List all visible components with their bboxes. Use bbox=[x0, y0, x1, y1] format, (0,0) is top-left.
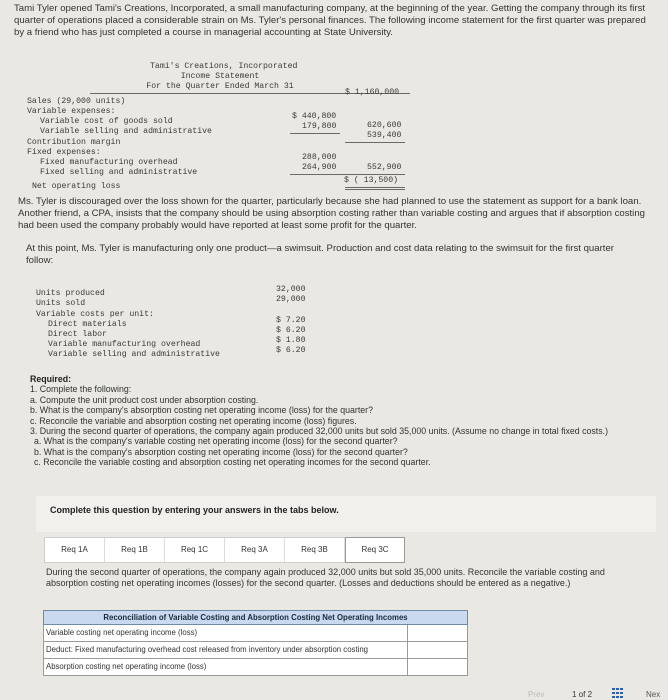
tab-req-1a[interactable]: Req 1A bbox=[45, 538, 105, 562]
fmo-label: Fixed manufacturing overhead bbox=[40, 158, 178, 167]
absorption-noi-input[interactable] bbox=[407, 659, 467, 675]
rule-cm bbox=[345, 142, 405, 143]
requirement-tabs bbox=[44, 537, 404, 563]
required-q3: 3. During the second quarter of operations, the company again produced 32,000 units but sold 35,000 units. (Assume no change in total fixed costs.) bbox=[30, 426, 609, 437]
vsa-label: Variable selling and administrative bbox=[40, 127, 212, 136]
tab-req-3c[interactable]: Req 3C bbox=[345, 537, 405, 563]
complete-instructions: Complete this question by entering your answers in the tabs below. bbox=[50, 505, 339, 515]
required-q1: 1. Complete the following: bbox=[30, 384, 132, 395]
vsa-value: 179,800 bbox=[302, 122, 337, 131]
vsa-unit-value: $ 6.20 bbox=[276, 346, 306, 355]
tab-content-instructions: During the second quarter of operations, the company again produced 32,000 units but sold 35,000 units. Reconcile the variable costing and absorption costing net operating incomes (losses) for the second quarter. (Losses and deductions should be entered as a negative.) bbox=[46, 567, 605, 588]
dm-label: Direct materials bbox=[48, 320, 127, 329]
dl-value: $ 6.20 bbox=[276, 326, 306, 335]
dl-label: Direct labor bbox=[48, 330, 107, 339]
prev-button[interactable]: Prev bbox=[528, 690, 545, 699]
required-q3c: c. Reconcile the variable costing and absorption costing net operating incomes for the second quarter. bbox=[34, 457, 431, 468]
required-q3a: a. What is the company's variable costing net operating income (loss) for the second quarter? bbox=[34, 436, 398, 447]
grid-icon[interactable] bbox=[612, 688, 623, 698]
product-intro-paragraph: At this point, Ms. Tyler is manufacturing only one product—a swimsuit. Production and cost data relating to the swimsuit for the first quarter follow: bbox=[26, 243, 614, 266]
variable-total: 620,600 bbox=[367, 121, 402, 130]
required-section bbox=[30, 374, 650, 468]
statement-title: Income Statement bbox=[180, 72, 260, 81]
tab-req-1c[interactable]: Req 1C bbox=[165, 538, 225, 562]
vmo-label: Variable manufacturing overhead bbox=[48, 340, 201, 349]
rule-var bbox=[290, 133, 340, 134]
table-row bbox=[43, 642, 468, 659]
noi-value: $ ( 13,500) bbox=[344, 176, 399, 185]
units-sold-value: 29,000 bbox=[276, 295, 306, 304]
statement-period: For the Quarter Ended March 31 bbox=[146, 82, 294, 91]
tab-req-1b[interactable]: Req 1B bbox=[105, 538, 165, 562]
row-label-absorption-noi: Absorption costing net operating income (loss) bbox=[46, 662, 207, 671]
units-produced-label: Units produced bbox=[36, 289, 105, 298]
variable-expenses-label: Variable expenses: bbox=[27, 107, 116, 116]
rule-noi-2 bbox=[345, 189, 405, 190]
vcogs-value: $ 440,800 bbox=[292, 112, 337, 121]
dm-value: $ 7.20 bbox=[276, 316, 306, 325]
deduct-fmo-input[interactable] bbox=[407, 642, 467, 658]
page-indicator: 1 of 2 bbox=[572, 690, 593, 699]
units-produced-value: 32,000 bbox=[276, 285, 306, 294]
noi-label: Net operating loss bbox=[32, 182, 121, 191]
sales-value: $ 1,160,000 bbox=[345, 88, 400, 97]
complete-instructions-box bbox=[36, 496, 656, 532]
fixed-total: 552,900 bbox=[367, 163, 402, 172]
rule-noi-1 bbox=[345, 187, 405, 188]
row-label-variable-noi: Variable costing net operating income (loss) bbox=[46, 628, 198, 637]
next-button[interactable]: Nex bbox=[646, 690, 661, 699]
rule-fixed bbox=[290, 174, 405, 175]
required-q3b: b. What is the company's absorption costing net operating income (loss) for the second quarter? bbox=[34, 446, 408, 457]
table-row bbox=[43, 659, 468, 676]
fixed-label: Fixed expenses: bbox=[27, 148, 101, 157]
sales-label: Sales (29,000 units) bbox=[27, 97, 126, 106]
cm-value: 539,400 bbox=[367, 131, 402, 140]
intro-paragraph: Tami Tyler opened Tami's Creations, Incorporated, a small manufacturing company, at the beginning of the year. Getting the company through its first quarter of operations placed a considerable strain on Ms. Tyler's personal finances. The following income statement for the first quarter was prepared by a friend who has just completed a course in managerial accounting at State University. bbox=[14, 3, 646, 38]
discouraged-paragraph: Ms. Tyler is discouraged over the loss shown for the quarter, particularly because she had planned to use the statement as support for a bank loan. Another friend, a CPA, insists that the company should be using absorption costing rather than variable costing and argues that if absorption costing had been used the company probably would have reported at least some profit for the quarter. bbox=[18, 196, 645, 231]
vmo-value: $ 1.80 bbox=[276, 336, 306, 345]
fmo-value: 288,000 bbox=[302, 153, 337, 162]
vsa-unit-label: Variable selling and administrative bbox=[48, 350, 220, 359]
tab-req-3b[interactable]: Req 3B bbox=[285, 538, 345, 562]
fsa-value: 264,900 bbox=[302, 163, 337, 172]
reconciliation-table bbox=[43, 610, 468, 676]
vcogs-label: Variable cost of goods sold bbox=[40, 117, 173, 126]
var-costs-label: Variable costs per unit: bbox=[36, 310, 154, 319]
cm-label: Contribution margin bbox=[27, 138, 121, 147]
required-q1a: a. Compute the unit product cost under absorption costing. bbox=[30, 394, 259, 405]
fsa-label: Fixed selling and administrative bbox=[40, 168, 198, 177]
variable-noi-input[interactable] bbox=[407, 625, 467, 641]
required-q1c: c. Reconcile the variable and absorption costing net operating income (loss) figures. bbox=[30, 415, 357, 426]
statement-company: Tami's Creations, Incorporated bbox=[150, 62, 298, 71]
reconciliation-title: Reconciliation of Variable Costing and Absorption Costing Net Operating Incomes bbox=[43, 610, 468, 625]
required-q1b: b. What is the company's absorption costing net operating income (loss) for the quarter? bbox=[30, 405, 373, 416]
tab-req-3a[interactable]: Req 3A bbox=[225, 538, 285, 562]
row-label-deduct-fmo: Deduct: Fixed manufacturing overhead cost released from inventory under absorption costing bbox=[46, 645, 369, 654]
table-row bbox=[43, 625, 468, 642]
required-heading: Required: bbox=[30, 374, 72, 384]
units-sold-label: Units sold bbox=[36, 299, 86, 308]
